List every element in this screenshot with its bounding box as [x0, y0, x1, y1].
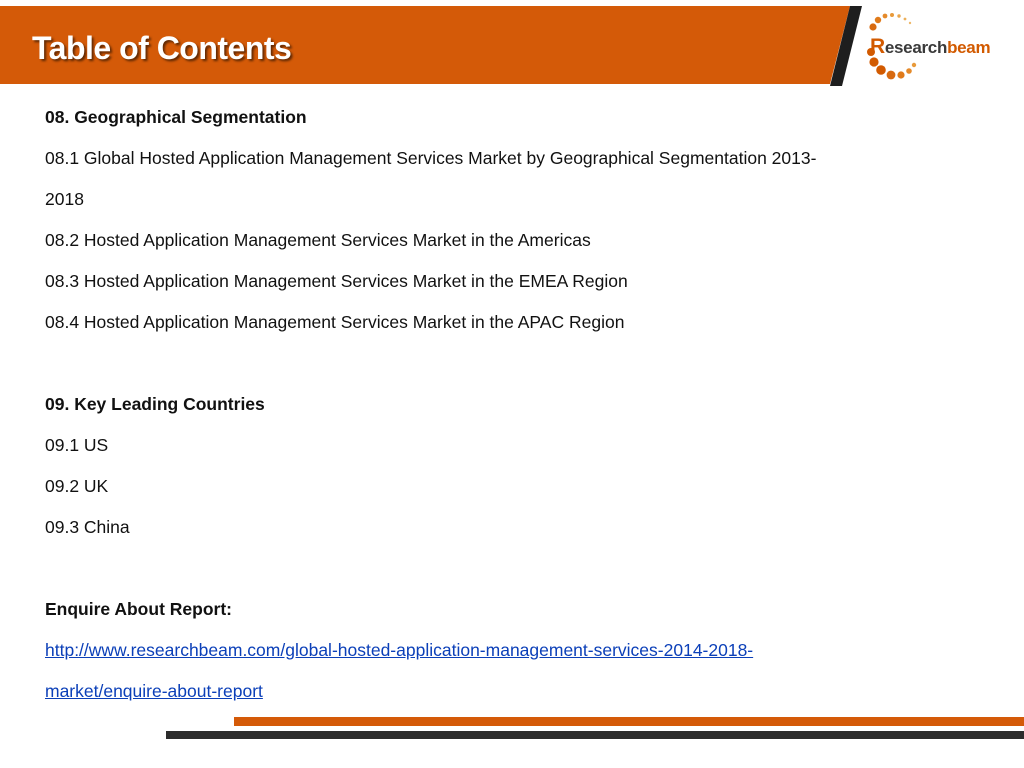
toc-content — [45, 97, 975, 712]
toc-item: 08.3 Hosted Application Management Services Market in the EMEA Region — [45, 271, 628, 291]
enquire-link-line-2 — [45, 671, 975, 712]
logo-word-search: esearch — [884, 38, 948, 57]
toc-item: 08.2 Hosted Application Management Services Market in the Americas — [45, 230, 591, 250]
logo-word-beam: beam — [947, 38, 991, 57]
enquire-report-link[interactable]: http://www.researchbeam.com/global-hosted-application-management-services-2014-2018- — [45, 640, 754, 660]
section-heading: 09. Key Leading Countries — [45, 394, 265, 414]
toc-item: 09.3 China — [45, 517, 130, 537]
spacer — [45, 343, 975, 384]
researchbeam-logo — [864, 8, 1014, 88]
enquire-report-link-continued[interactable]: market/enquire-about-report — [45, 681, 263, 701]
toc-item: 09.1 US — [45, 435, 109, 455]
section-heading: 08. Geographical Segmentation — [45, 107, 307, 127]
enquire-link-line-1 — [45, 630, 975, 671]
spacer — [45, 548, 975, 589]
footer-bar-orange — [234, 717, 1024, 726]
footer-bar-dark — [166, 731, 1024, 739]
toc-item: 2018 — [45, 189, 84, 209]
toc-item: 08.4 Hosted Application Management Services Market in the APAC Region — [45, 312, 625, 332]
enquire-heading: Enquire About Report: — [45, 599, 232, 619]
toc-item: 09.2 UK — [45, 476, 109, 496]
logo-letter-r: R — [870, 35, 885, 58]
logo-wordmark — [870, 35, 990, 59]
toc-item: 08.1 Global Hosted Application Management Services Market by Geographical Segmentation 2013- — [45, 148, 817, 168]
page-title: Table of Contents — [32, 30, 292, 66]
